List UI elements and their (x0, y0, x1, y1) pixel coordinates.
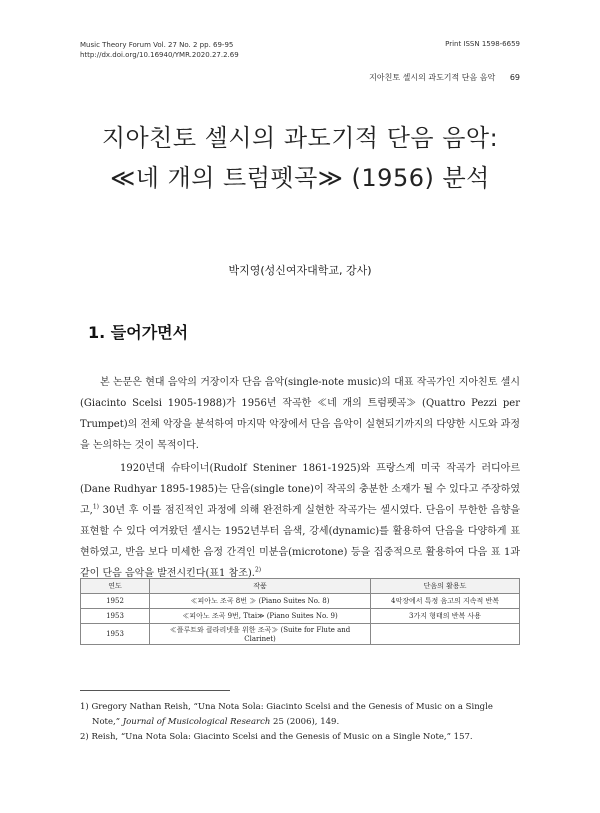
paragraph-2-part-a: 1920년대 슈타이너(Rudolf Steniner 1861-1925)와 프랑스계 미국 작곡가 러디아르(Dane Rudhyar 1895-1985)는 단음(single tone)이 작곡의 충분한 소재가 될 수 있다고 주장하였고, (80, 463, 520, 516)
cell-work: ≪플루트와 클라리넷을 위한 조곡≫ (Suite for Flute and Clarinet) (150, 624, 371, 645)
cell-year: 1952 (81, 594, 150, 609)
body-text (80, 372, 520, 586)
footnote-2-text: Reish, “Una Nota Sola: Giacinto Scelsi and the Genesis of Music on a Single Note,” 157. (91, 732, 473, 742)
author-line: 박지영(성신여자대학교, 강사) (228, 264, 372, 277)
footnote-1-number: 1) (80, 702, 89, 712)
footnote-ref-2[interactable]: 2) (254, 566, 262, 574)
footnote-2 (80, 730, 520, 745)
footnotes (80, 700, 520, 745)
doi-link[interactable]: http://dx.doi.org/10.16940/YMR.2020.27.2.69 (80, 51, 239, 59)
footnote-1 (80, 700, 520, 730)
cell-work: ≪피아노 조곡 9번, Ttai≫ (Piano Suites No. 9) (150, 609, 371, 624)
running-header (369, 72, 520, 83)
section-heading: 1. 들어가면서 (88, 323, 189, 342)
paragraph-2-part-b: 30년 후 이를 점진적인 과정에 의해 완전하게 실현한 작곡가는 셀시였다. 단음이 무한한 음향을 표현할 수 있다 여겨왔던 셀시는 1952년부터 음색, 강세(dynamic)를 활용하여 단음을 다양하게 표현하였고, 반음 보다 미세한 음정 간격인 미분음(microtone) 등을 집중적으로 활용하여 다음 표 1과 같이 단음 음악을 발전시킨다(표1 참조). (80, 505, 520, 579)
works-table (80, 578, 520, 645)
table-row (81, 624, 520, 645)
page-number: 69 (509, 73, 520, 82)
cell-year: 1953 (81, 609, 150, 624)
cell-work: ≪피아노 조곡 8번 ≫ (Piano Suites No. 8) (150, 594, 371, 609)
journal-citation: Music Theory Forum Vol. 27 No. 2 pp. 69-95 (80, 41, 234, 49)
col-year: 연도 (81, 579, 150, 594)
cell-usage (371, 624, 520, 645)
title-line-1: 지아친토 셀시의 과도기적 단음 음악: (101, 124, 499, 152)
col-usage: 단음의 활용도 (371, 579, 520, 594)
journal-header (80, 40, 239, 60)
footnote-divider (80, 690, 230, 691)
table-row (81, 594, 520, 609)
running-title: 지아친토 셀시의 과도기적 단음 음악 (369, 73, 496, 82)
table-row (81, 609, 520, 624)
footnote-2-number: 2) (80, 732, 89, 742)
col-work: 작품 (150, 579, 371, 594)
title-line-2: ≪네 개의 트럼펫곡≫ (1956) 분석 (110, 164, 490, 192)
cell-usage: 3가지 형태의 반복 사용 (371, 609, 520, 624)
footnote-1-text: Gregory Nathan Reish, “Una Nota Sola: Giacinto Scelsi and the Genesis of Music on a Single Note,” (91, 702, 493, 727)
footnote-ref-1[interactable]: 1) (92, 503, 100, 511)
cell-usage: 4악장에서 특정 음고의 지속적 반복 (371, 594, 520, 609)
paragraph-1: 본 논문은 현대 음악의 거장이자 단음 음악(single-note music)의 대표 작곡가인 지아친토 셀시(Giacinto Scelsi 1905-1988)가 1956년 작곡한 ≪네 개의 트럼펫곡≫ (Quattro Pezzi per Trumpet)의 전체 악장을 분석하여 마지막 악장에서 단음 음악이 실현되기까지의 다양한 시도와 과정을 논의하는 것이 목적이다. (80, 377, 520, 451)
article-title (0, 118, 600, 198)
paragraph-2 (80, 458, 520, 584)
table-header-row (81, 579, 520, 594)
footnote-1-tail: 25 (2006), 149. (270, 717, 340, 727)
footnote-1-journal: Journal of Musicological Research (122, 717, 271, 727)
cell-year: 1953 (81, 624, 150, 645)
issn: Print ISSN 1598-6659 (445, 40, 520, 48)
